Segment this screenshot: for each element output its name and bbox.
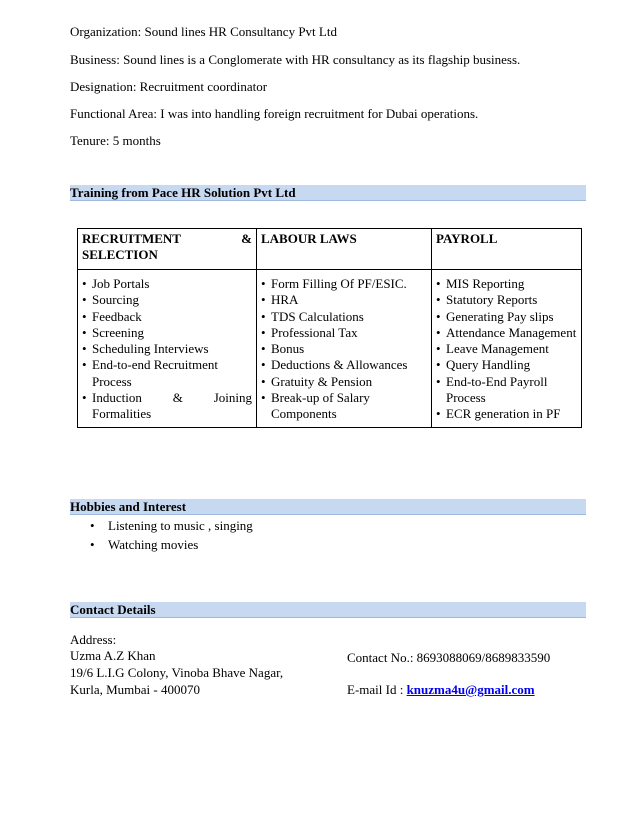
list-item: • Gratuity & Pension <box>261 374 427 390</box>
recruitment-list <box>82 276 252 423</box>
list-item: • Screening <box>82 325 252 341</box>
labour-laws-column-header: LABOUR LAWS <box>257 229 432 270</box>
contact-name: Uzma A.Z Khan <box>70 648 156 663</box>
hobbies-section-title: Hobbies and Interest <box>70 499 586 515</box>
payroll-column-header: PAYROLL <box>432 229 582 270</box>
list-item: • MIS Reporting <box>436 276 577 292</box>
training-table-body-row <box>78 270 582 428</box>
joining-text: Joining <box>213 390 252 406</box>
list-item: • ECR generation in PF <box>436 406 577 422</box>
labour-laws-list <box>261 276 427 423</box>
payroll-list <box>436 276 577 423</box>
email-link[interactable]: knuzma4u@gmail.com <box>406 682 535 697</box>
business-line: Business: Sound lines is a Conglomerate with HR consultancy as its flagship business. <box>70 52 521 67</box>
selection-header-text: SELECTION <box>82 247 158 262</box>
payroll-cell <box>432 270 582 428</box>
tenure-line: Tenure: 5 months <box>70 133 161 148</box>
contact-section-title: Contact Details <box>70 602 586 618</box>
organization-line: Organization: Sound lines HR Consultancy Pvt Ltd <box>70 24 337 39</box>
list-item: • Query Handling <box>436 357 577 373</box>
list-item: • Leave Management <box>436 341 577 357</box>
list-item: • End-to-End Payroll Process <box>436 374 577 407</box>
list-item: • Watching movies <box>88 535 253 554</box>
recruitment-column-header <box>78 229 257 270</box>
list-item: • HRA <box>261 292 427 308</box>
recruitment-header-amp: & <box>241 231 252 246</box>
induction-amp: & <box>172 390 183 406</box>
list-item: • Deductions & Allowances <box>261 357 427 373</box>
list-item <box>82 390 252 423</box>
training-section-title: Training from Pace HR Solution Pvt Ltd <box>70 185 586 201</box>
email-label: E-mail Id : <box>347 682 407 697</box>
designation-line: Designation: Recruitment coordinator <box>70 79 268 94</box>
functional-area-line: Functional Area: I was into handling foreign recruitment for Dubai operations. <box>70 106 479 121</box>
list-item: • Statutory Reports <box>436 292 577 308</box>
list-item: • End-to-end Recruitment Process <box>82 357 252 390</box>
training-table <box>77 228 582 428</box>
formalities-text: Formalities <box>92 406 152 422</box>
address-label: Address: <box>70 632 117 647</box>
email-row <box>347 682 535 698</box>
list-item: • Form Filling Of PF/ESIC. <box>261 276 427 292</box>
labour-laws-cell <box>257 270 432 428</box>
hobbies-list <box>88 516 253 554</box>
training-table-header <box>78 229 582 270</box>
list-item: • Feedback <box>82 309 252 325</box>
list-item: • Professional Tax <box>261 325 427 341</box>
recruitment-header-text: RECRUITMENT <box>82 231 181 246</box>
list-item: • Scheduling Interviews <box>82 341 252 357</box>
list-item: • Listening to music , singing <box>88 516 253 535</box>
list-item: • TDS Calculations <box>261 309 427 325</box>
list-item: • Attendance Management <box>436 325 577 341</box>
induction-text: • Induction <box>92 390 142 406</box>
address-line-2: Kurla, Mumbai - 400070 <box>70 682 200 697</box>
list-item: • Bonus <box>261 341 427 357</box>
list-item: • Job Portals <box>82 276 252 292</box>
list-item: • Break-up of Salary Components <box>261 390 427 423</box>
list-item: • Generating Pay slips <box>436 309 577 325</box>
recruitment-cell <box>78 270 257 428</box>
contact-phone: Contact No.: 8693088069/8689833590 <box>347 650 551 665</box>
list-item: • Sourcing <box>82 292 252 308</box>
address-line-1: 19/6 L.I.G Colony, Vinoba Bhave Nagar, <box>70 665 284 680</box>
